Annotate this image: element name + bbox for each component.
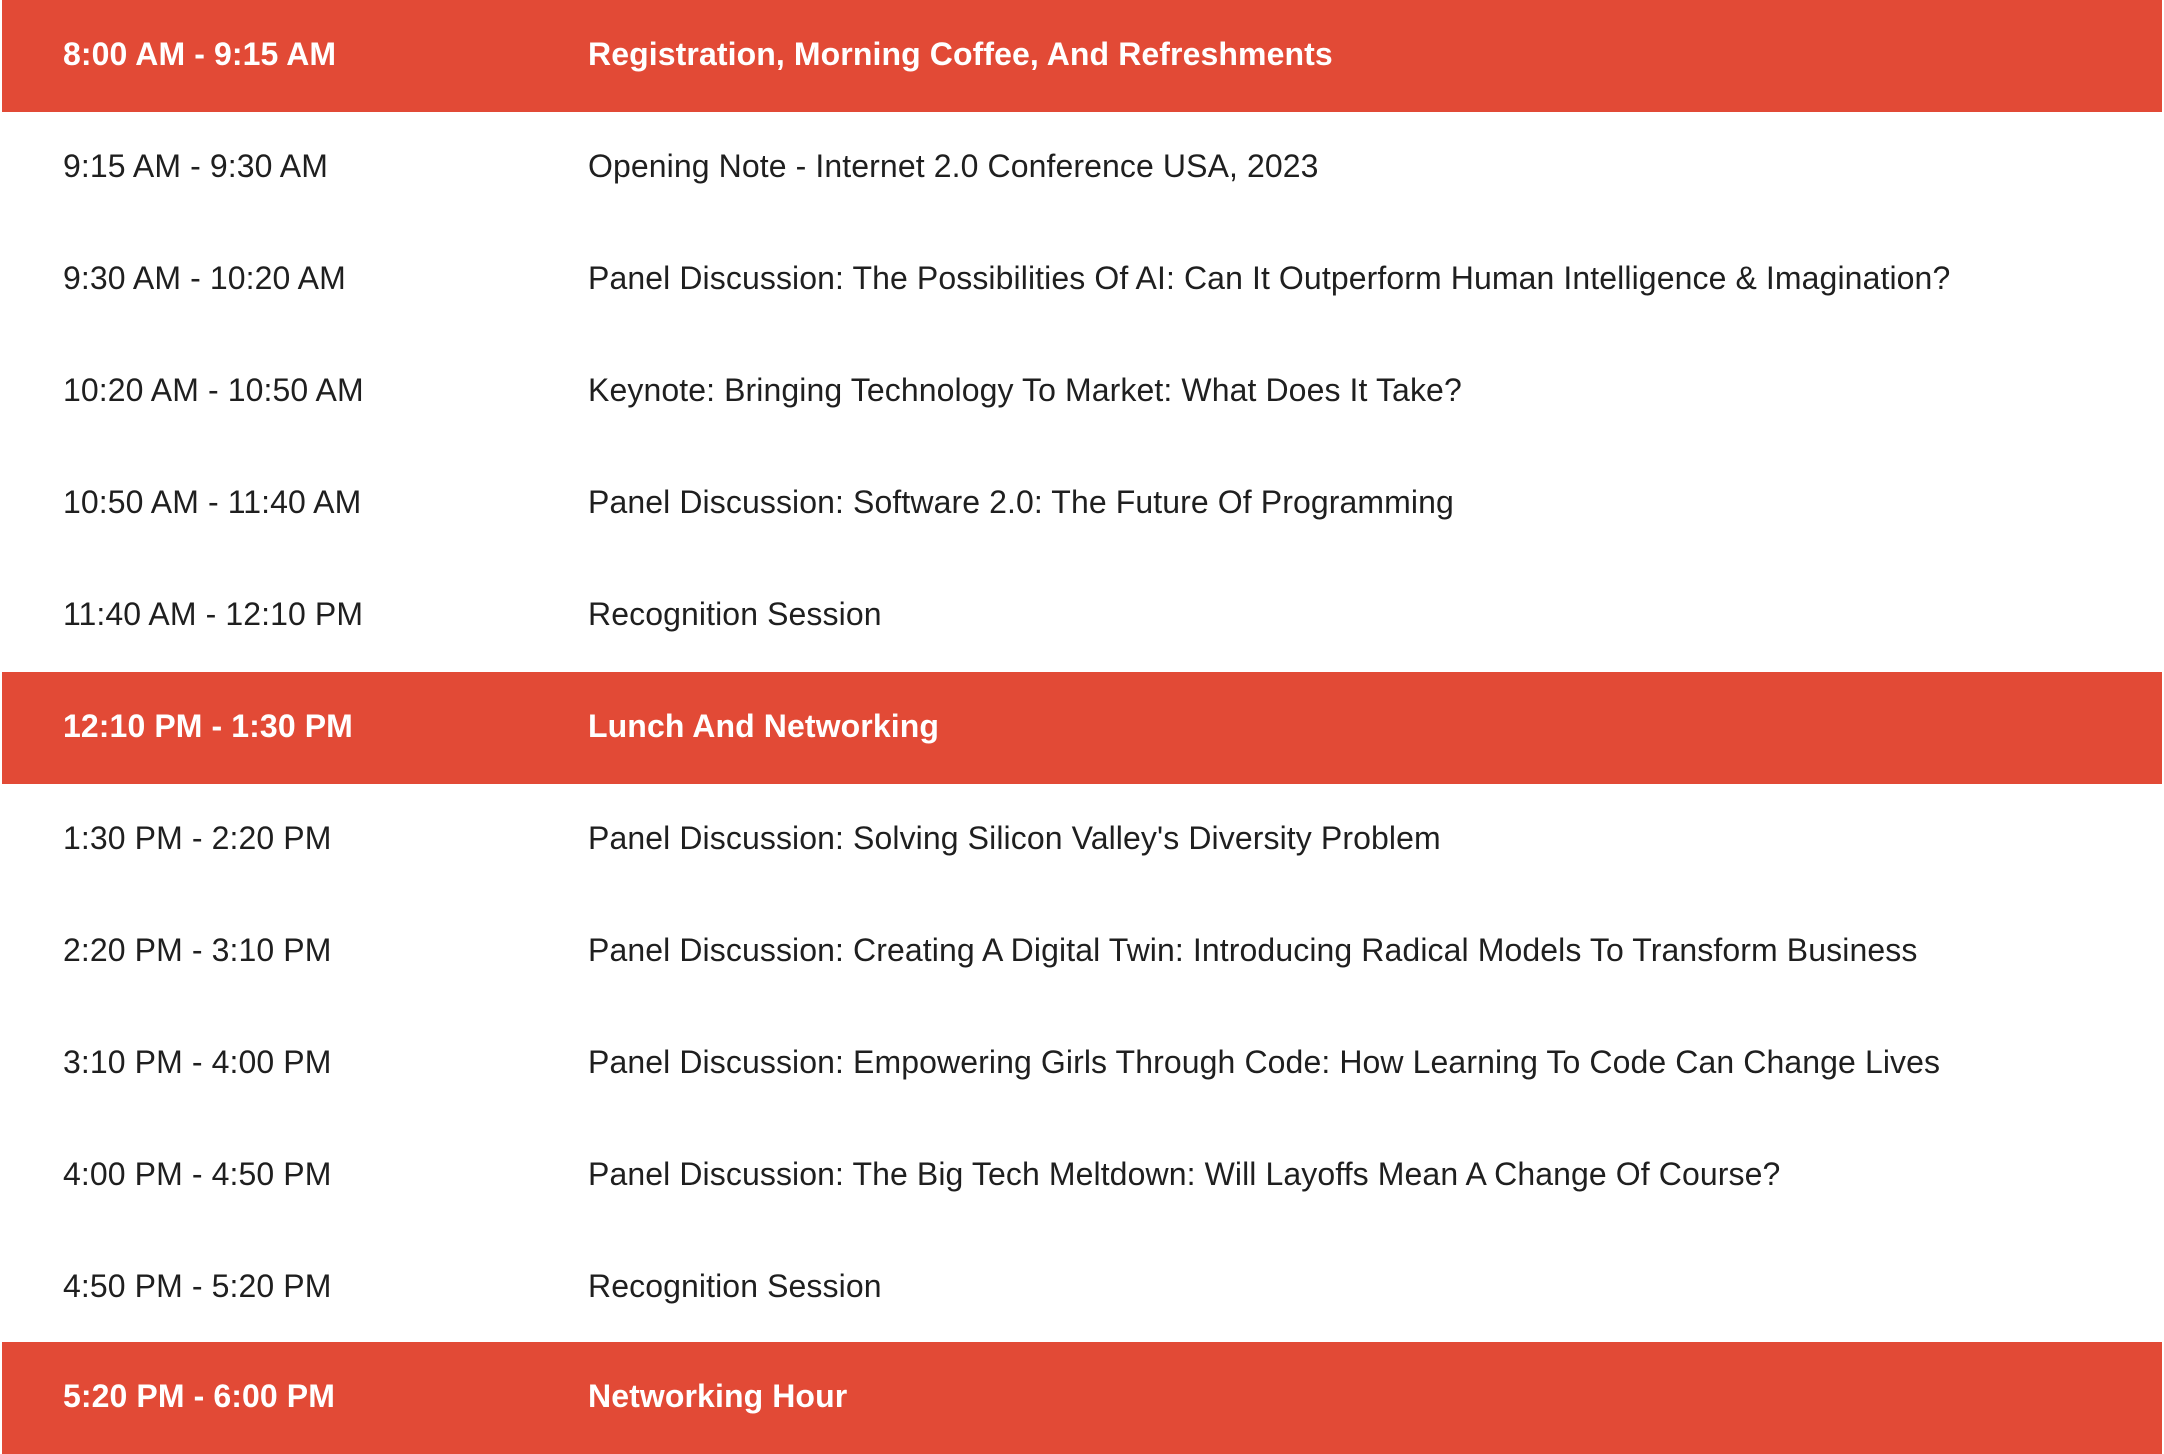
schedule-row-7 bbox=[2, 784, 2162, 896]
session-title: Networking Hour bbox=[588, 1378, 848, 1414]
session-title: Panel Discussion: Solving Silicon Valley's Diversity Problem bbox=[588, 820, 1441, 856]
session-time: 10:50 AM - 11:40 AM bbox=[63, 484, 362, 520]
session-time: 8:00 AM - 9:15 AM bbox=[63, 36, 337, 72]
session-time: 3:10 PM - 4:00 PM bbox=[63, 1044, 332, 1080]
session-title: Keynote: Bringing Technology To Market: What Does It Take? bbox=[588, 372, 1462, 408]
schedule-row-3 bbox=[2, 336, 2162, 448]
session-time: 9:30 AM - 10:20 AM bbox=[63, 260, 346, 296]
session-title: Lunch And Networking bbox=[588, 708, 940, 744]
session-title: Panel Discussion: The Possibilities Of AI: Can It Outperform Human Intelligence & Imagination? bbox=[588, 260, 1951, 296]
schedule-row-6 bbox=[2, 672, 2162, 784]
schedule-row-2 bbox=[2, 224, 2162, 336]
session-time: 4:50 PM - 5:20 PM bbox=[63, 1268, 332, 1304]
session-time: 4:00 PM - 4:50 PM bbox=[63, 1156, 332, 1192]
schedule-row-9 bbox=[2, 1008, 2162, 1120]
session-title: Panel Discussion: Empowering Girls Through Code: How Learning To Code Can Change Lives bbox=[588, 1044, 1941, 1080]
schedule-row-1 bbox=[2, 112, 2162, 224]
schedule-row-8 bbox=[2, 896, 2162, 1008]
session-time: 5:20 PM - 6:00 PM bbox=[63, 1378, 336, 1414]
schedule-row-5 bbox=[2, 560, 2162, 672]
session-time: 12:10 PM - 1:30 PM bbox=[63, 708, 353, 744]
session-title: Panel Discussion: Creating A Digital Twin: Introducing Radical Models To Transform Business bbox=[588, 932, 1918, 968]
schedule-row-4 bbox=[2, 448, 2162, 560]
schedule-row-0 bbox=[2, 0, 2162, 112]
schedule-row-11 bbox=[2, 1232, 2162, 1344]
session-time: 9:15 AM - 9:30 AM bbox=[63, 148, 328, 184]
session-title: Panel Discussion: Software 2.0: The Future Of Programming bbox=[588, 484, 1454, 520]
session-title: Opening Note - Internet 2.0 Conference USA, 2023 bbox=[588, 148, 1319, 184]
session-title: Panel Discussion: The Big Tech Meltdown: Will Layoffs Mean A Change Of Course? bbox=[588, 1156, 1781, 1192]
session-time: 11:40 AM - 12:10 PM bbox=[63, 596, 364, 632]
session-time: 2:20 PM - 3:10 PM bbox=[63, 932, 332, 968]
session-time: 1:30 PM - 2:20 PM bbox=[63, 820, 332, 856]
schedule-row-10 bbox=[2, 1120, 2162, 1232]
schedule-row-12 bbox=[2, 1342, 2162, 1454]
session-title: Registration, Morning Coffee, And Refreshments bbox=[588, 36, 1333, 72]
session-title: Recognition Session bbox=[588, 1268, 882, 1304]
session-title: Recognition Session bbox=[588, 596, 882, 632]
session-time: 10:20 AM - 10:50 AM bbox=[63, 372, 364, 408]
